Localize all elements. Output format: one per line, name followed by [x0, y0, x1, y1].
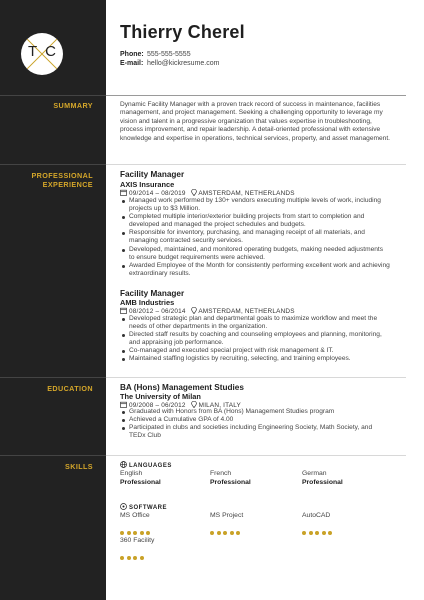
language-name: French — [210, 470, 232, 477]
software-heading — [120, 503, 167, 511]
rating-dot — [127, 556, 131, 560]
phone-label: Phone: — [120, 51, 144, 58]
list-item: Achieved a Cumulative GPA of 4.00 — [120, 416, 390, 424]
job-title: Facility Manager — [120, 289, 185, 298]
software-name: AutoCAD — [302, 512, 331, 519]
summary-text: Dynamic Facility Manager with a proven track record of success in maintenance, facilities management, and project management. Seeking a challenging opportunity to leverage my vision and talent in a progressive organization that values expertise in troubleshooting, process improvement, and repair leadership. A detail-oriented professional with extensive knowledge and expertise in operations, technical services, property, and asset management. — [120, 101, 391, 142]
phone-row — [120, 51, 191, 58]
job-bullets — [120, 315, 390, 364]
skill-rating — [120, 547, 146, 552]
rating-dot — [322, 531, 326, 535]
list-item: Directed staff results by coaching and counseling employees and planning, monitoring, and appraising job performance. — [120, 331, 390, 347]
list-item: Developed, maintained, and monitored operating budgets, making needed adjustments to ensure budget requirements were achieved. — [120, 246, 390, 262]
rating-dot — [133, 531, 137, 535]
rating-dot — [309, 531, 313, 535]
rating-dot — [236, 531, 240, 535]
job-company: AXIS Insurance — [120, 180, 175, 189]
section-divider — [106, 95, 406, 96]
sidebar — [0, 0, 106, 600]
candidate-name: Thierry Cherel — [120, 22, 245, 42]
location-pin-icon — [191, 307, 197, 314]
software-name: MS Project — [210, 512, 244, 519]
job-bullets — [120, 197, 390, 278]
section-title-summary: SUMMARY — [53, 101, 93, 110]
language-level: Professional — [210, 479, 251, 486]
email-row — [120, 60, 219, 67]
list-item: Participated in clubs and societies including Engineering Society, Math Society, and TEDx Club — [120, 424, 390, 440]
monogram-logo — [21, 33, 63, 75]
education-bullets — [120, 408, 390, 440]
rating-dot — [120, 556, 124, 560]
email-label: E-mail: — [120, 60, 144, 67]
rating-dot — [230, 531, 234, 535]
section-title-experience-line2: EXPERIENCE — [42, 180, 93, 189]
section-title-skills: SKILLS — [65, 462, 93, 471]
degree-title: BA (Hons) Management Studies — [120, 383, 244, 392]
list-item: Responsible for inventory, purchasing, and managing receipt of all materials, and managing contracted security services. — [120, 229, 390, 245]
monogram-letter-left: T — [28, 43, 38, 60]
job-title: Facility Manager — [120, 170, 185, 179]
skill-rating — [302, 522, 335, 527]
rating-dot — [328, 531, 332, 535]
phone-value: 555-555-5555 — [147, 51, 191, 58]
skill-rating — [210, 522, 243, 527]
section-divider — [106, 377, 406, 378]
section-title-experience — [0, 171, 93, 189]
software-heading-text: SOFTWARE — [129, 505, 167, 511]
list-item: Graduated with Honors from BA (Hons) Management Studies program — [120, 408, 390, 416]
sidebar-divider — [0, 164, 106, 165]
sidebar-divider — [0, 95, 106, 96]
section-divider — [106, 455, 406, 456]
languages-heading-text: LANGUAGES — [129, 463, 172, 469]
job-meta — [120, 189, 295, 197]
job-meta — [120, 307, 295, 315]
skill-rating — [120, 522, 153, 527]
languages-heading — [120, 461, 172, 469]
list-item: Completed multiple interior/exterior building projects from start to completion and developed and managed the project schedules and budgets. — [120, 213, 390, 229]
school-name: The University of Milan — [120, 392, 201, 401]
language-name: German — [302, 470, 327, 477]
job-location: AMSTERDAM, NETHERLANDS — [198, 190, 295, 197]
calendar-icon — [120, 401, 127, 408]
language-level: Professional — [302, 479, 343, 486]
sidebar-divider — [0, 377, 106, 378]
rating-dot — [302, 531, 306, 535]
location-pin-icon — [191, 401, 197, 408]
location-pin-icon — [191, 189, 197, 196]
list-item: Maintained staffing logistics by recruiting, selecting, and training employees. — [120, 355, 390, 363]
globe-icon — [120, 461, 127, 468]
rating-dot — [140, 556, 144, 560]
calendar-icon — [120, 189, 127, 196]
rating-dot — [133, 556, 137, 560]
rating-dot — [210, 531, 214, 535]
sidebar-divider — [0, 455, 106, 456]
software-name: MS Office — [120, 512, 150, 519]
calendar-icon — [120, 307, 127, 314]
monogram-letter-right: C — [45, 43, 56, 60]
job-dates: 08/2012 – 06/2014 — [128, 308, 186, 315]
list-item: Managed work performed by 130+ vendors executing multiple levels of work, including projects up to $3 Million. — [120, 197, 390, 213]
list-item: Co-managed and executed special project with risk management & IT. — [120, 347, 390, 355]
software-name: 360 Facility — [120, 537, 155, 544]
section-title-education: EDUCATION — [47, 384, 93, 393]
education-dates: 09/2008 – 06/2012 — [128, 402, 186, 409]
email-link[interactable]: hello@kickresume.com — [147, 60, 220, 67]
rating-dot — [120, 531, 124, 535]
section-title-experience-line1: PROFESSIONAL — [31, 171, 93, 180]
job-dates: 09/2014 – 08/2019 — [128, 190, 186, 197]
section-divider — [106, 164, 406, 165]
education-location: MILAN, ITALY — [198, 402, 241, 409]
rating-dot — [146, 531, 150, 535]
list-item: Developed strategic plan and departmental goals to maximize workflow and meet the needs of other departments in the organization. — [120, 315, 390, 331]
job-company: AMB Industries — [120, 298, 175, 307]
language-name: English — [120, 470, 143, 477]
job-location: AMSTERDAM, NETHERLANDS — [198, 308, 295, 315]
rating-dot — [315, 531, 319, 535]
rating-dot — [140, 531, 144, 535]
language-level: Professional — [120, 479, 161, 486]
rating-dot — [223, 531, 227, 535]
list-item: Awarded Employee of the Month for consistently performing excellent work and achieving extraordinary results. — [120, 262, 390, 278]
gear-icon — [120, 503, 127, 510]
rating-dot — [217, 531, 221, 535]
rating-dot — [127, 531, 131, 535]
